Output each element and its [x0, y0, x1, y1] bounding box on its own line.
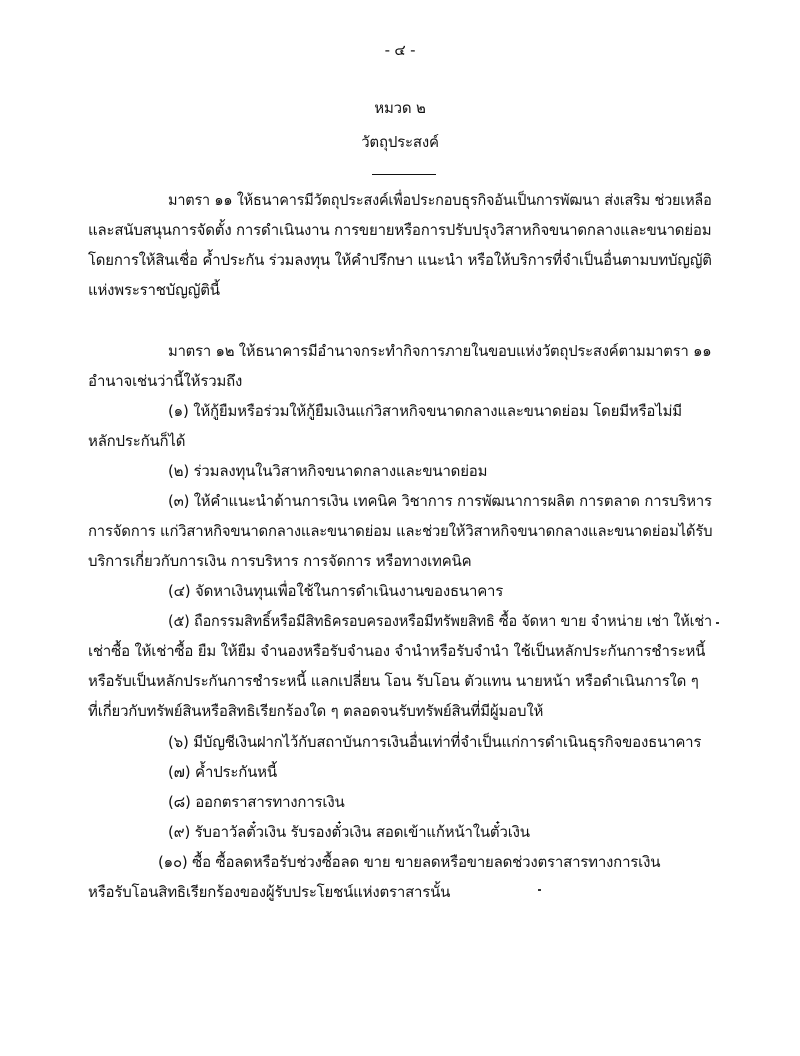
item-7: (๗) ค้ำประกันหนี้	[168, 763, 277, 781]
chapter-heading: หมวด ๒	[374, 99, 426, 117]
scan-speck	[716, 622, 719, 624]
item-5-line-2: เช่าซื้อ ให้เช่าซื้อ ยืม ให้ยืม จำนองหรือรับจำนอง จำนำหรือรับจำนำ ใช้เป็นหลักประกันการชำระหนี้	[88, 642, 706, 660]
item-6: (๖) มีบัญชีเงินฝากไว้กับสถาบันการเงินอื่นเท่าที่จำเป็นแก่การดำเนินธุรกิจของธนาคาร	[168, 733, 702, 751]
item-2: (๒) ร่วมลงทุนในวิสาหกิจขนาดกลางและขนาดย่อม	[168, 462, 488, 480]
item-5-line-3: หรือรับเป็นหลักประกันการชำระหนี้ แลกเปลี่ยน โอน รับโอน ตัวแทน นายหน้า หรือดำเนินการใด ๆ	[88, 672, 699, 690]
section-11-line-4: แห่งพระราชบัญญัตินี้	[88, 281, 220, 299]
section-12-line-1: มาตรา ๑๒ ให้ธนาคารมีอำนาจกระทำกิจการภายในขอบแห่งวัตถุประสงค์ตามมาตรา ๑๑	[168, 342, 712, 360]
section-11-line-3: โดยการให้สินเชื่อ ค้ำประกัน ร่วมลงทุน ให้คำปรึกษา แนะนำ หรือให้บริการที่จำเป็นอื่นตามบทบัญญัติ	[88, 251, 712, 269]
item-9: (๙) รับอาวัลตั๋วเงิน รับรองตั๋วเงิน สอดเข้าแก้หน้าในตั๋วเงิน	[168, 823, 530, 841]
item-4: (๔) จัดหาเงินทุนเพื่อใช้ในการดำเนินงานของธนาคาร	[168, 582, 504, 600]
item-5-line-4: ที่เกี่ยวกับทรัพย์สินหรือสิทธิเรียกร้องใด ๆ ตลอดจนรับทรัพย์สินที่มีผู้มอบให้	[88, 702, 544, 720]
item-1-line-1: (๑) ให้กู้ยืมหรือร่วมให้กู้ยืมเงินแก่วิสาหกิจขนาดกลางและขนาดย่อม โดยมีหรือไม่มี	[168, 402, 682, 420]
item-5-line-1: (๕) ถือกรรมสิทธิ์หรือมีสิทธิครอบครองหรือมีทรัพยสิทธิ ซื้อ จัดหา ขาย จำหน่าย เช่า ให้เช่า	[168, 612, 712, 630]
section-11-line-1: มาตรา ๑๑ ให้ธนาคารมีวัตถุประสงค์เพื่อประกอบธุรกิจอันเป็นการพัฒนา ส่งเสริม ช่วยเหลือ	[168, 191, 712, 209]
section-11-line-2: และสนับสนุนการจัดตั้ง การดำเนินงาน การขยายหรือการปรับปรุงวิสาหกิจขนาดกลางและขนาดย่อม	[88, 221, 712, 239]
item-3-line-2: การจัดการ แก่วิสาหกิจขนาดกลางและขนาดย่อม และช่วยให้วิสาหกิจขนาดกลางและขนาดย่อมได้รับ	[88, 522, 713, 540]
item-1-line-2: หลักประกันก็ได้	[88, 432, 186, 450]
page-number: - ๔ -	[384, 41, 416, 59]
scan-speck	[538, 889, 541, 891]
item-8: (๘) ออกตราสารทางการเงิน	[168, 793, 345, 811]
title-underline	[372, 174, 436, 175]
item-3-line-1: (๓) ให้คำแนะนำด้านการเงิน เทคนิค วิชาการ การพัฒนาการผลิต การตลาด การบริหาร	[168, 492, 712, 510]
item-3-line-3: บริการเกี่ยวกับการเงิน การบริหาร การจัดการ หรือทางเทคนิค	[88, 552, 472, 570]
item-10-line-1: (๑๐) ซื้อ ซื้อลดหรือรับช่วงซื้อลด ขาย ขายลดหรือขายลดช่วงตราสารทางการเงิน	[158, 853, 661, 871]
chapter-title: วัตถุประสงค์	[361, 133, 439, 151]
item-10-line-2: หรือรับโอนสิทธิเรียกร้องของผู้รับประโยชน์แห่งตราสารนั้น	[88, 883, 451, 901]
section-12-line-2: อำนาจเช่นว่านี้ให้รวมถึง	[88, 372, 243, 390]
